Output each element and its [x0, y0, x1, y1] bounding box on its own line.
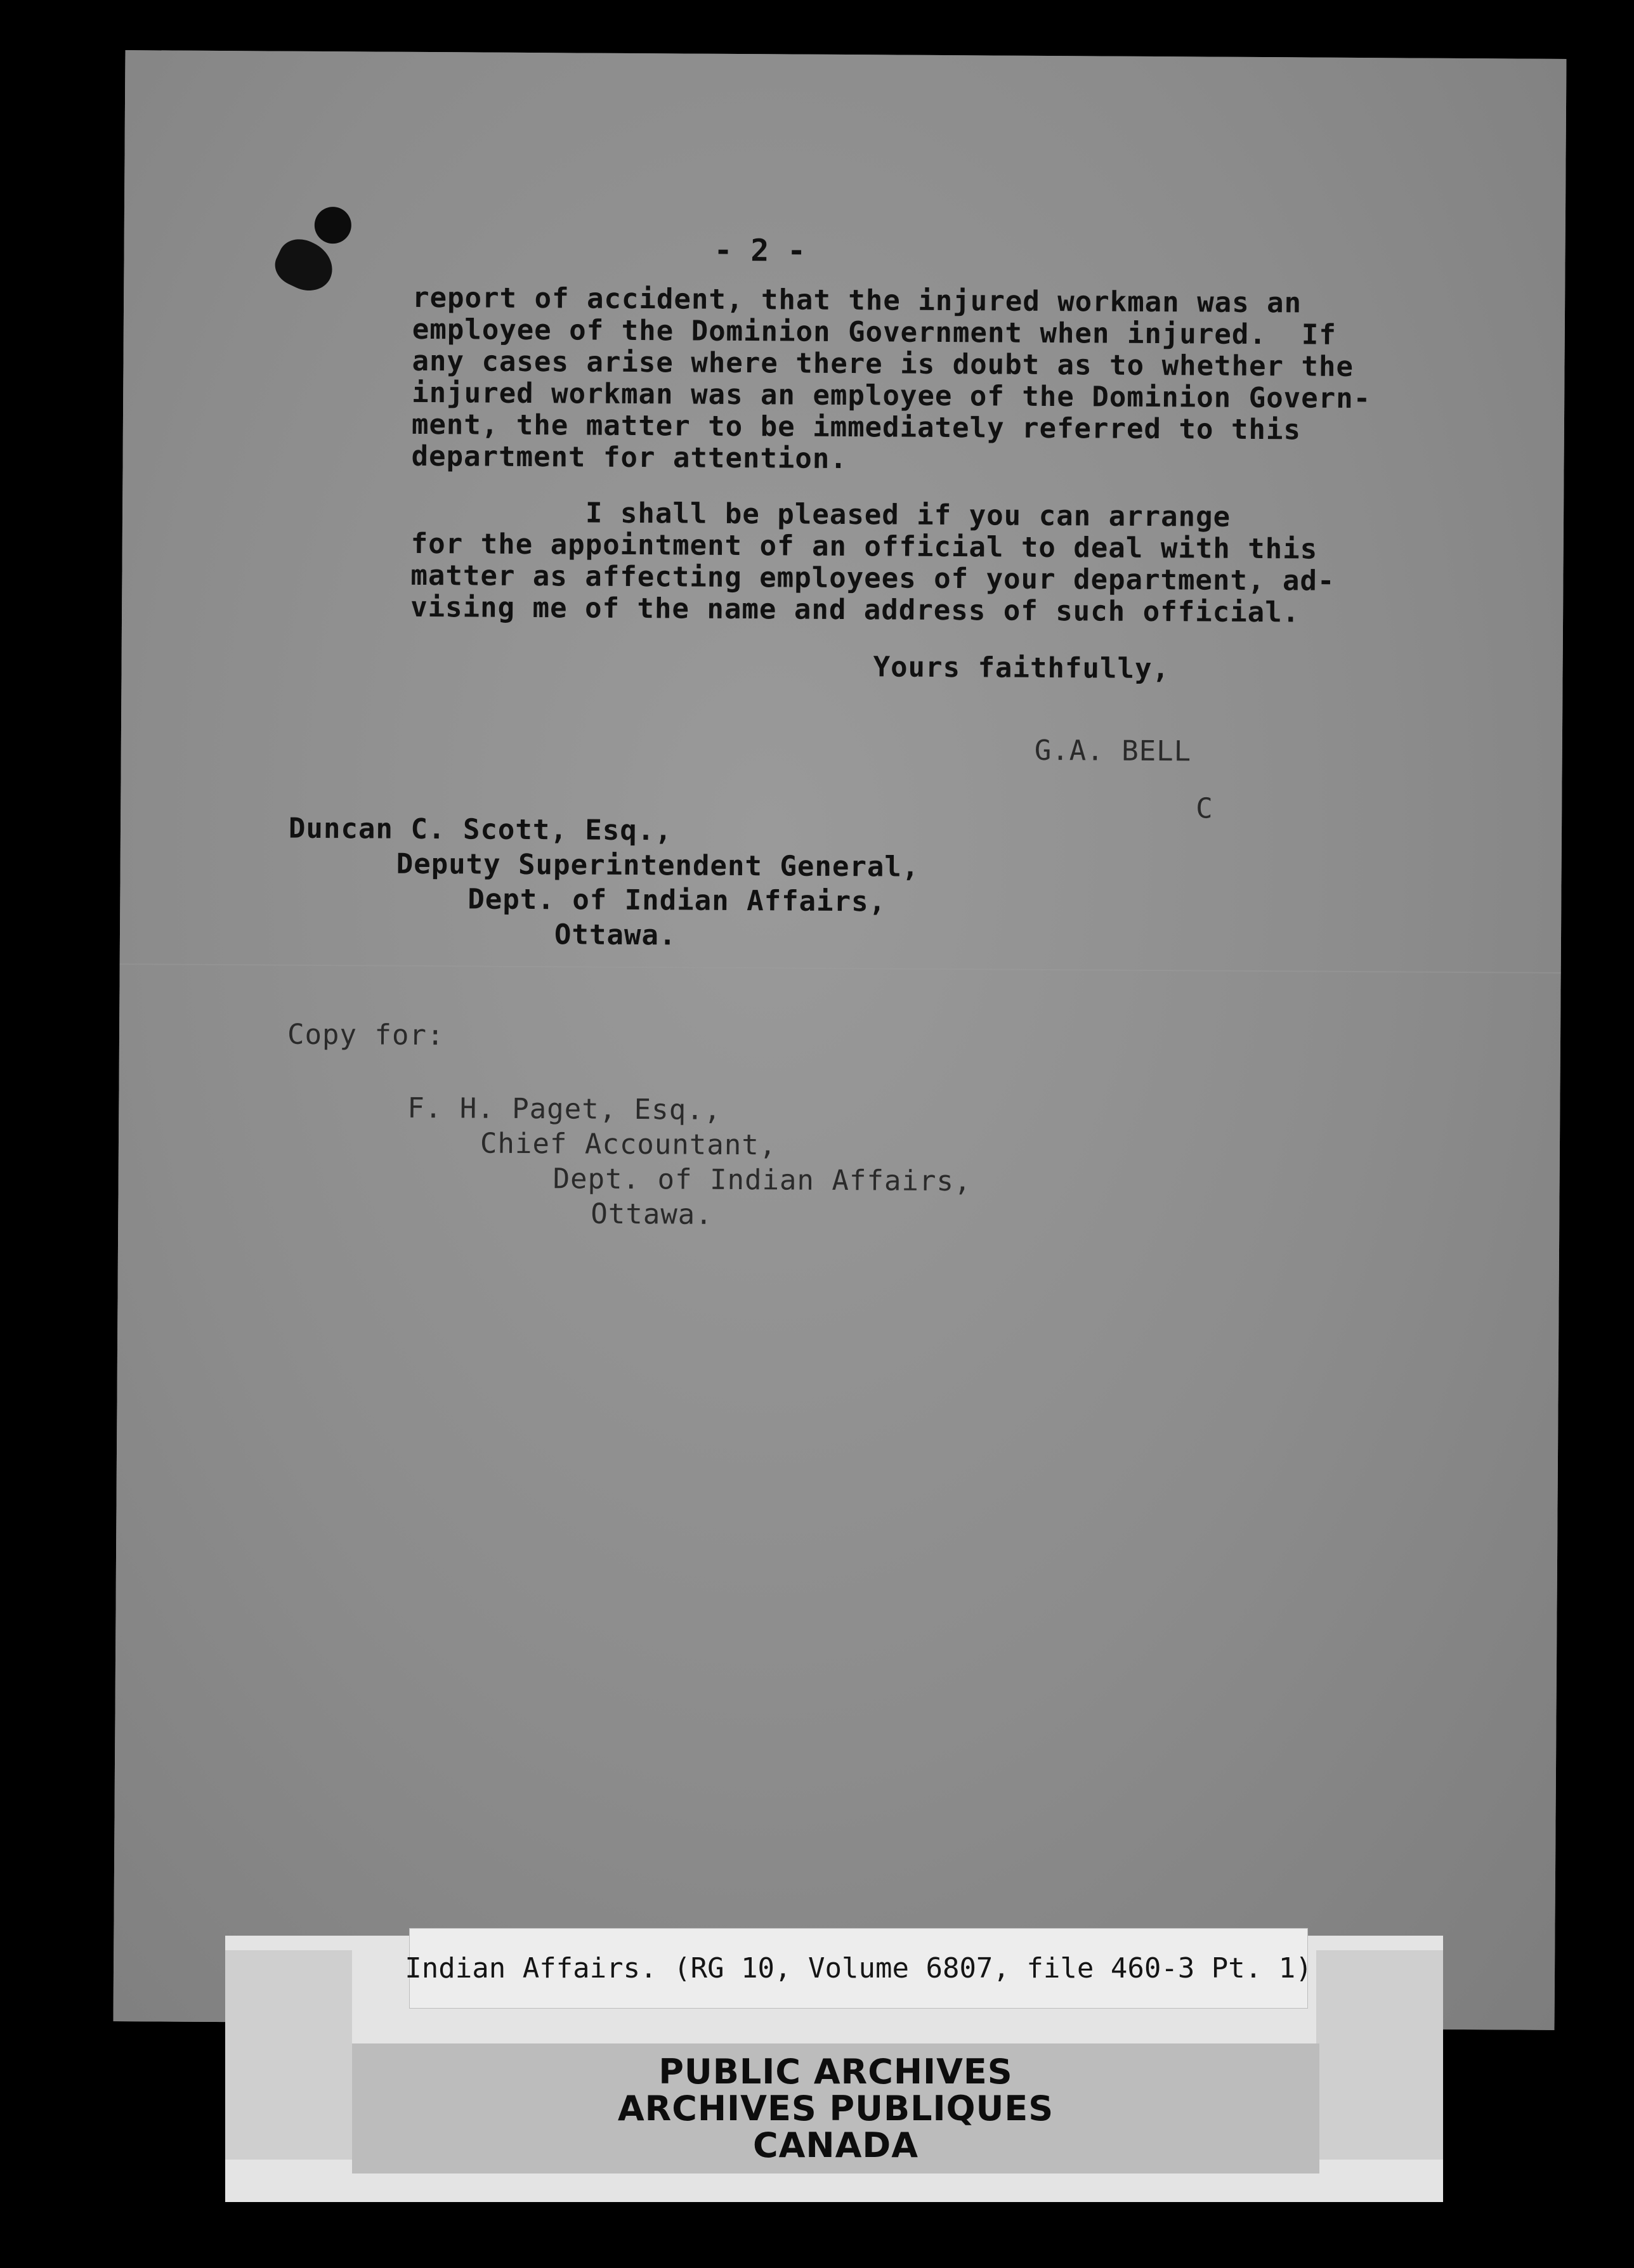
stamp-line: ARCHIVES PUBLIQUES	[617, 2088, 1054, 2128]
signature: G.A. BELL	[1034, 734, 1192, 768]
ink-blot	[315, 207, 351, 244]
body-line: report of accident, that the injured workman was an	[412, 281, 1302, 320]
addressee-line: Duncan C. Scott, Esq.,	[288, 812, 672, 847]
archive-stamp	[352, 2043, 1319, 2174]
copy-recipient-line: Ottawa.	[591, 1197, 713, 1231]
copy-recipient-line: F. H. Paget, Esq.,	[407, 1092, 722, 1126]
copy-recipient-line: Dept. of Indian Affairs,	[552, 1163, 972, 1198]
addressee-line: Ottawa.	[554, 918, 677, 952]
body-line: injured workman was an employee of the Dominion Govern-	[412, 376, 1371, 415]
addressee-line: Dept. of Indian Affairs,	[467, 883, 887, 918]
stamp-line: PUBLIC ARCHIVES	[658, 2051, 1013, 2092]
body-line: any cases arise where there is doubt as to whether the	[412, 344, 1354, 383]
label-tab	[225, 1950, 352, 2160]
letter-page	[114, 50, 1567, 2030]
addressee-line: Deputy Superintendent General,	[396, 847, 920, 883]
copy-recipient-line: Chief Accountant,	[480, 1127, 777, 1162]
copy-for-label: Copy for:	[287, 1018, 445, 1052]
closing: Yours faithfully,	[873, 651, 1170, 686]
body-line: vising me of the name and address of such official.	[410, 590, 1300, 629]
stamp-line: CANADA	[752, 2125, 919, 2165]
body-line: department for attention.	[411, 440, 848, 476]
body-line: matter as affecting employees of your department, ad-	[410, 559, 1335, 597]
page-number: - 2 -	[714, 232, 806, 269]
signature-mark: C	[1196, 792, 1213, 825]
archive-reference: Indian Affairs. (RG 10, Volume 6807, file 460-3 Pt. 1)	[409, 1928, 1308, 2009]
body-line: employee of the Dominion Government when injured. If	[412, 313, 1337, 351]
paper-fold	[120, 963, 1561, 974]
body-line: ment, the matter to be immediately referred to this	[411, 408, 1302, 446]
body-line: I shall be pleased if you can arrange	[410, 495, 1231, 533]
body-line: for the appointment of an official to deal with this	[410, 527, 1318, 566]
label-tab	[1316, 1950, 1443, 2160]
